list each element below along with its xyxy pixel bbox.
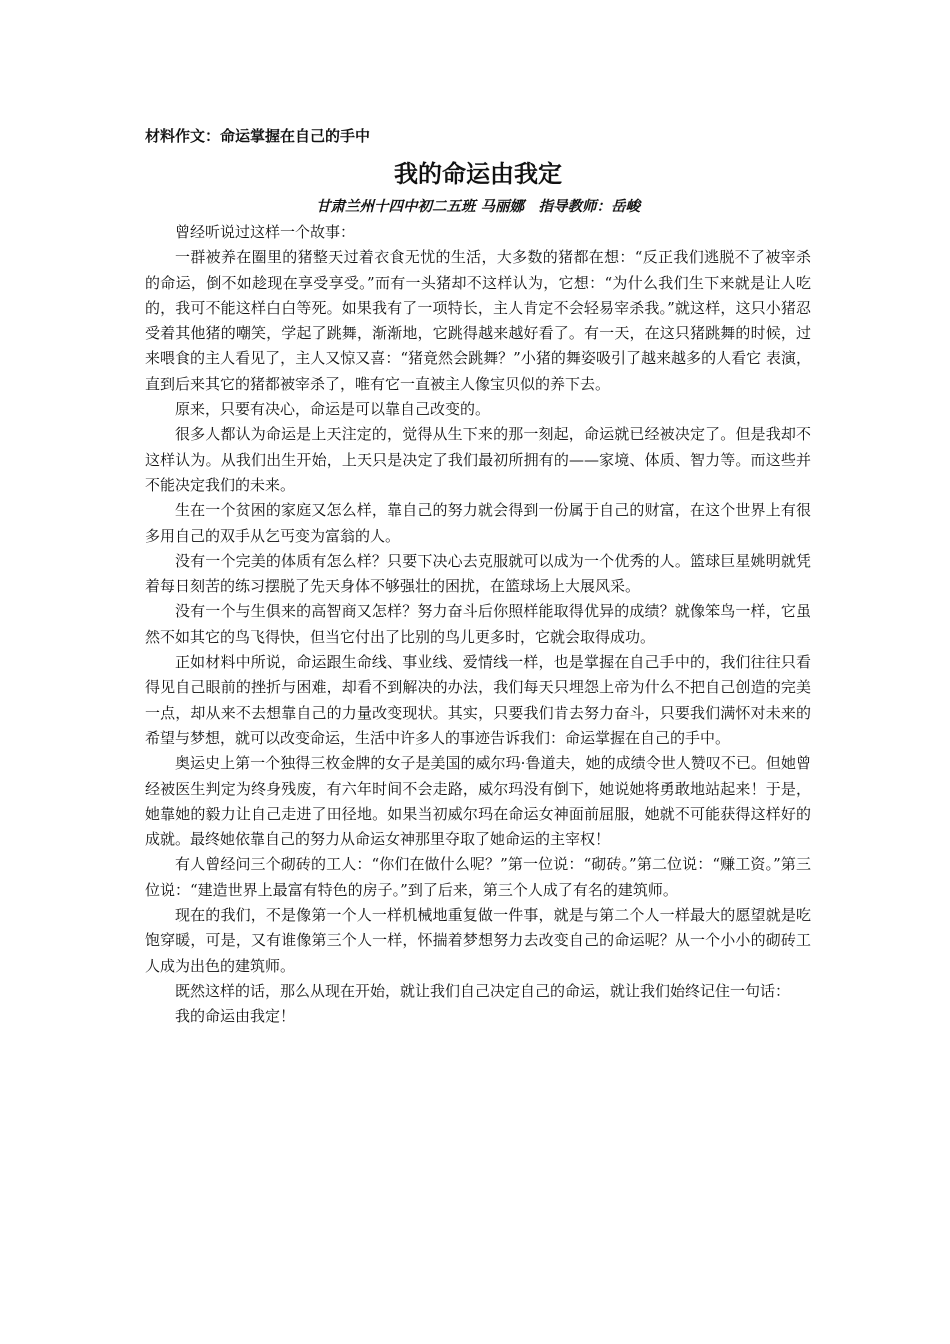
document-page (145, 124, 811, 1030)
paragraph: 有人曾经问三个砌砖的工人：“你们在做什么呢？”第一位说：“砌砖。”第二位说：“赚工资。”第三位说：“建造世界上最富有特色的房子。”到了后来，第三个人成了有名的建筑师。 (145, 855, 811, 899)
essay-body (145, 220, 811, 1030)
paragraph: 很多人都认为命运是上天注定的，觉得从生下来的那一刻起，命运就已经被决定了。但是我却不这样认为。从我们出生开始，上天只是决定了我们最初所拥有的——家境、体质、智力等。而这些并不能决定我们的未来。 (145, 425, 811, 494)
paragraph: 我的命运由我定！ (175, 1007, 296, 1026)
paragraph: 没有一个与生俱来的高智商又怎样？努力奋斗后你照样能取得优异的成绩？就像笨鸟一样，它虽然不如其它的鸟飞得快，但当它付出了比别的鸟儿更多时，它就会取得成功。 (145, 602, 811, 646)
paragraph: 原来，只要有决心，命运是可以靠自己改变的。 (175, 400, 491, 419)
paragraph: 曾经听说过这样一个故事： (175, 223, 356, 241)
paragraph: 正如材料中所说，命运跟生命线、事业线、爱情线一样，也是掌握在自己手中的，我们往往只看得见自己眼前的挫折与困难，却看不到解决的办法，我们每天只埋怨上帝为什么不把自己创造的完美一点，却从来不去想靠自己的力量改变现状。其实，只要我们肯去努力奋斗，只要我们满怀对未来的希望与梦想，就可以改变命运，生活中许多人的事迹告诉我们：命运掌握在自己的手中。 (145, 653, 811, 747)
paragraph: 没有一个完美的体质有怎么样？只要下决心去克服就可以成为一个优秀的人。篮球巨星姚明就凭着每日刻苦的练习摆脱了先天身体不够强壮的困扰，在篮球场上大展风采。 (145, 551, 811, 596)
paragraph: 奥运史上第一个独得三枚金牌的女子是美国的威尔玛·鲁道夫，她的成绩令世人赞叹不已。但她曾经被医生判定为终身残废，有六年时间不会走路，威尔玛没有倒下，她说她将勇敢地站起来！于是，她靠她的毅力让自己走进了田径地。如果当初威尔玛在命运女神面前屈服，她就不可能获得这样好的成就。最终她依靠自己的努力从命运女神那里夺取了她命运的主宰权！ (145, 754, 811, 849)
paragraph: 现在的我们，不是像第一个人一样机械地重复做一件事，就是与第二个人一样最大的愿望就是吃饱穿暖，可是，又有谁像第三个人一样，怀揣着梦想努力去改变自己的命运呢？从一个小小的砌砖工人成为出色的建筑师。 (145, 906, 811, 975)
author-byline: 甘肃兰州十四中初二五班 马丽娜 指导教师：岳峻 (315, 198, 641, 215)
material-label: 材料作文：命运掌握在自己的手中 (145, 127, 371, 145)
paragraph: 一群被养在圈里的猪整天过着衣食无忧的生活，大多数的猪都在想：“反正我们逃脱不了被宰杀的命运，倒不如趁现在享受享受。”而有一头猪却不这样认为，它想：“为什么我们生下来就是让人吃的，我可不能这样白白等死。如果我有了一项特长，主人肯定不会轻易宰杀我。”就这样，这只小猪忍受着其他猪的嘲笑，学起了跳舞，渐渐地，它跳得越来越好看了。有一天，在这只猪跳舞的时候，过来喂食的主人看见了，主人又惊又喜：“猪竟然会跳舞？”小猪的舞姿吸引了越来越多的人看它 表演，直到后来其它的猪都被宰杀了，唯有它一直被主人像宝贝似的养下去。 (145, 248, 811, 393)
paragraph: 既然这样的话，那么从现在开始，就让我们自己决定自己的命运，就让我们始终记住一句话： (175, 981, 791, 1000)
essay-title: 我的命运由我定 (394, 160, 562, 188)
paragraph: 生在一个贫困的家庭又怎么样，靠自己的努力就会得到一份属于自己的财富，在这个世界上有很多用自己的双手从乞丐变为富翁的人。 (145, 501, 811, 545)
